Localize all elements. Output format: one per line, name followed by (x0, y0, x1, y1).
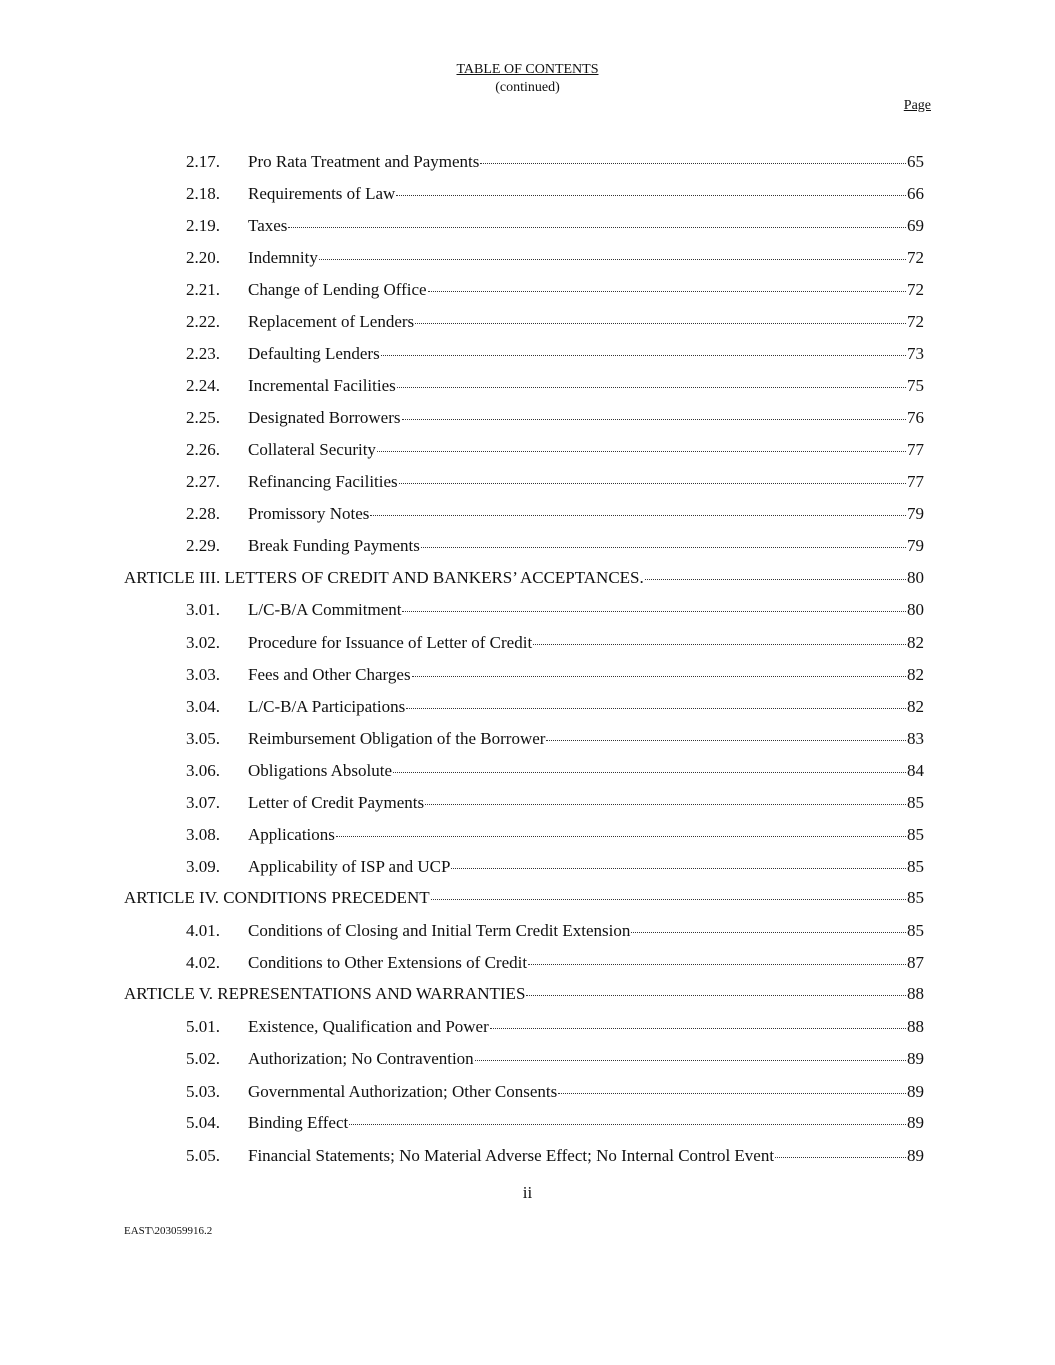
toc-continued-label: (continued) (495, 80, 560, 95)
page-reference: 84 (907, 761, 924, 780)
section-number: 5.04. (186, 1113, 220, 1132)
section-title: Conditions to Other Extensions of Credit (248, 953, 528, 972)
section-number: 2.22. (186, 312, 220, 331)
dot-leader (412, 676, 906, 677)
section-number: 3.01. (186, 600, 220, 619)
toc-article-entry (124, 984, 924, 1008)
page-reference: 77 (907, 472, 924, 491)
section-number: 2.23. (186, 344, 220, 363)
dot-leader (475, 1060, 906, 1061)
toc-section-entry (186, 440, 924, 464)
toc-section-entry (186, 921, 924, 945)
toc-section-entry (186, 344, 924, 368)
page-reference: 77 (907, 440, 924, 459)
toc-section-entry (186, 504, 924, 528)
dot-leader (399, 483, 906, 484)
section-title: Financial Statements; No Material Adverse Effect; No Internal Control Event (248, 1146, 775, 1165)
section-title: Taxes (248, 216, 288, 235)
dot-leader (528, 964, 906, 965)
section-title: Requirements of Law (248, 184, 396, 203)
page-reference: 85 (907, 825, 924, 844)
dot-leader (319, 259, 906, 260)
toc-section-entry (186, 1082, 924, 1106)
toc-section-entry (186, 1017, 924, 1041)
dot-leader (397, 387, 906, 388)
section-number: 3.09. (186, 857, 220, 876)
dot-leader (377, 451, 906, 452)
dot-leader (402, 611, 906, 612)
section-title: Letter of Credit Payments (248, 793, 425, 812)
section-number: 3.08. (186, 825, 220, 844)
dot-leader (415, 323, 906, 324)
page-reference: 85 (907, 793, 924, 812)
dot-leader (381, 355, 906, 356)
dot-leader (428, 291, 906, 292)
section-number: 2.17. (186, 152, 220, 171)
section-title: Defaulting Lenders (248, 344, 380, 363)
page-reference: 89 (907, 1049, 924, 1068)
toc-section-entry (186, 633, 924, 657)
page-reference: 80 (907, 600, 924, 619)
page-reference: 83 (907, 729, 924, 748)
dot-leader (631, 932, 906, 933)
page-reference: 89 (907, 1082, 924, 1101)
page-reference: 79 (907, 536, 924, 555)
page-reference: 80 (907, 568, 924, 587)
section-title: Incremental Facilities (248, 376, 396, 395)
toc-article-entry (124, 568, 924, 592)
page-reference: 82 (907, 665, 924, 684)
toc-section-entry (186, 697, 924, 721)
section-number: 4.01. (186, 921, 220, 940)
dot-leader (775, 1157, 906, 1158)
dot-leader (421, 547, 906, 548)
section-title: Procedure for Issuance of Letter of Credit (248, 633, 533, 652)
page-reference: 82 (907, 633, 924, 652)
dot-leader (370, 515, 906, 516)
section-number: 2.26. (186, 440, 220, 459)
toc-heading: TABLE OF CONTENTS (456, 62, 599, 77)
toc-section-entry (186, 152, 924, 176)
section-number: 2.21. (186, 280, 220, 299)
section-number: 3.05. (186, 729, 220, 748)
dot-leader (288, 227, 906, 228)
section-number: 3.03. (186, 665, 220, 684)
page-column-label: Page (903, 98, 931, 113)
section-number: 4.02. (186, 953, 220, 972)
section-title: Change of Lending Office (248, 280, 427, 299)
section-number: 5.03. (186, 1082, 220, 1101)
dot-leader (533, 644, 906, 645)
section-number: 2.18. (186, 184, 220, 203)
dot-leader (451, 868, 906, 869)
page-reference: 65 (907, 152, 924, 171)
toc-section-entry (186, 184, 924, 208)
toc-article-entry (124, 888, 924, 912)
section-title: L/C-B/A Participations (248, 697, 406, 716)
page-reference: 75 (907, 376, 924, 395)
section-number: 3.04. (186, 697, 220, 716)
section-title: Governmental Authorization; Other Consents (248, 1082, 558, 1101)
section-title: Break Funding Payments (248, 536, 420, 555)
page-reference: 72 (907, 248, 924, 267)
toc-section-entry (186, 600, 924, 624)
page-reference: 72 (907, 280, 924, 299)
dot-leader (490, 1028, 906, 1029)
dot-leader (425, 804, 906, 805)
article-title: ARTICLE III. LETTERS OF CREDIT AND BANKERS’ ACCEPTANCES. (124, 568, 644, 587)
section-number: 2.25. (186, 408, 220, 427)
page-reference: 85 (907, 921, 924, 940)
section-number: 3.07. (186, 793, 220, 812)
page-reference: 88 (907, 984, 924, 1003)
dot-leader (546, 740, 906, 741)
toc-section-entry (186, 248, 924, 272)
section-number: 3.02. (186, 633, 220, 652)
dot-leader (402, 419, 907, 420)
page-reference: 85 (907, 888, 924, 907)
dot-leader (396, 195, 906, 196)
section-title: Collateral Security (248, 440, 376, 459)
toc-section-entry (186, 312, 924, 336)
toc-section-entry (186, 408, 924, 432)
section-number: 3.06. (186, 761, 220, 780)
section-title: Indemnity (248, 248, 318, 267)
section-title: Obligations Absolute (248, 761, 393, 780)
dot-leader (393, 772, 906, 773)
dot-leader (431, 899, 906, 900)
dot-leader (349, 1124, 906, 1125)
section-number: 2.20. (186, 248, 220, 267)
section-title: Applicability of ISP and UCP (248, 857, 451, 876)
page-reference: 79 (907, 504, 924, 523)
section-title: Promissory Notes (248, 504, 370, 523)
section-number: 2.29. (186, 536, 220, 555)
dot-leader (406, 708, 906, 709)
section-number: 5.05. (186, 1146, 220, 1165)
page-reference: 72 (907, 312, 924, 331)
section-number: 2.28. (186, 504, 220, 523)
section-title: L/C-B/A Commitment (248, 600, 402, 619)
dot-leader (558, 1093, 906, 1094)
document-id: EAST\203059916.2 (124, 1225, 213, 1237)
toc-section-entry (186, 1146, 924, 1170)
section-number: 2.27. (186, 472, 220, 491)
section-title: Refinancing Facilities (248, 472, 398, 491)
section-number: 5.02. (186, 1049, 220, 1068)
section-title: Reimbursement Obligation of the Borrower (248, 729, 546, 748)
page-reference: 82 (907, 697, 924, 716)
section-title: Fees and Other Charges (248, 665, 411, 684)
toc-section-entry (186, 729, 924, 753)
toc-section-entry (186, 761, 924, 785)
section-title: Designated Borrowers (248, 408, 401, 427)
page-reference: 89 (907, 1113, 924, 1132)
section-title: Replacement of Lenders (248, 312, 415, 331)
page-reference: 76 (907, 408, 924, 427)
page-reference: 85 (907, 857, 924, 876)
page-reference: 69 (907, 216, 924, 235)
page-reference: 89 (907, 1146, 924, 1165)
toc-section-entry (186, 536, 924, 560)
toc-section-entry (186, 376, 924, 400)
toc-section-entry (186, 825, 924, 849)
page-reference: 87 (907, 953, 924, 972)
toc-section-entry (186, 665, 924, 689)
section-title: Applications (248, 825, 335, 844)
toc-section-entry (186, 216, 924, 240)
toc-section-entry (186, 1113, 924, 1137)
toc-section-entry (186, 280, 924, 304)
page-reference: 73 (907, 344, 924, 363)
section-title: Pro Rata Treatment and Payments (248, 152, 480, 171)
toc-section-entry (186, 1049, 924, 1073)
dot-leader (336, 836, 906, 837)
section-number: 5.01. (186, 1017, 220, 1036)
toc-section-entry (186, 793, 924, 817)
page-reference: 66 (907, 184, 924, 203)
section-title: Conditions of Closing and Initial Term Credit Extension (248, 921, 631, 940)
toc-section-entry (186, 857, 924, 881)
page-reference: 88 (907, 1017, 924, 1036)
article-title: ARTICLE V. REPRESENTATIONS AND WARRANTIES (124, 984, 526, 1003)
article-title: ARTICLE IV. CONDITIONS PRECEDENT (124, 888, 430, 907)
section-number: 2.24. (186, 376, 220, 395)
section-number: 2.19. (186, 216, 220, 235)
dot-leader (526, 995, 906, 996)
page-number: ii (522, 1183, 533, 1202)
section-title: Binding Effect (248, 1113, 349, 1132)
toc-section-entry (186, 472, 924, 496)
toc-section-entry (186, 953, 924, 977)
section-title: Existence, Qualification and Power (248, 1017, 489, 1036)
section-title: Authorization; No Contravention (248, 1049, 474, 1068)
dot-leader (480, 163, 906, 164)
dot-leader (645, 579, 906, 580)
